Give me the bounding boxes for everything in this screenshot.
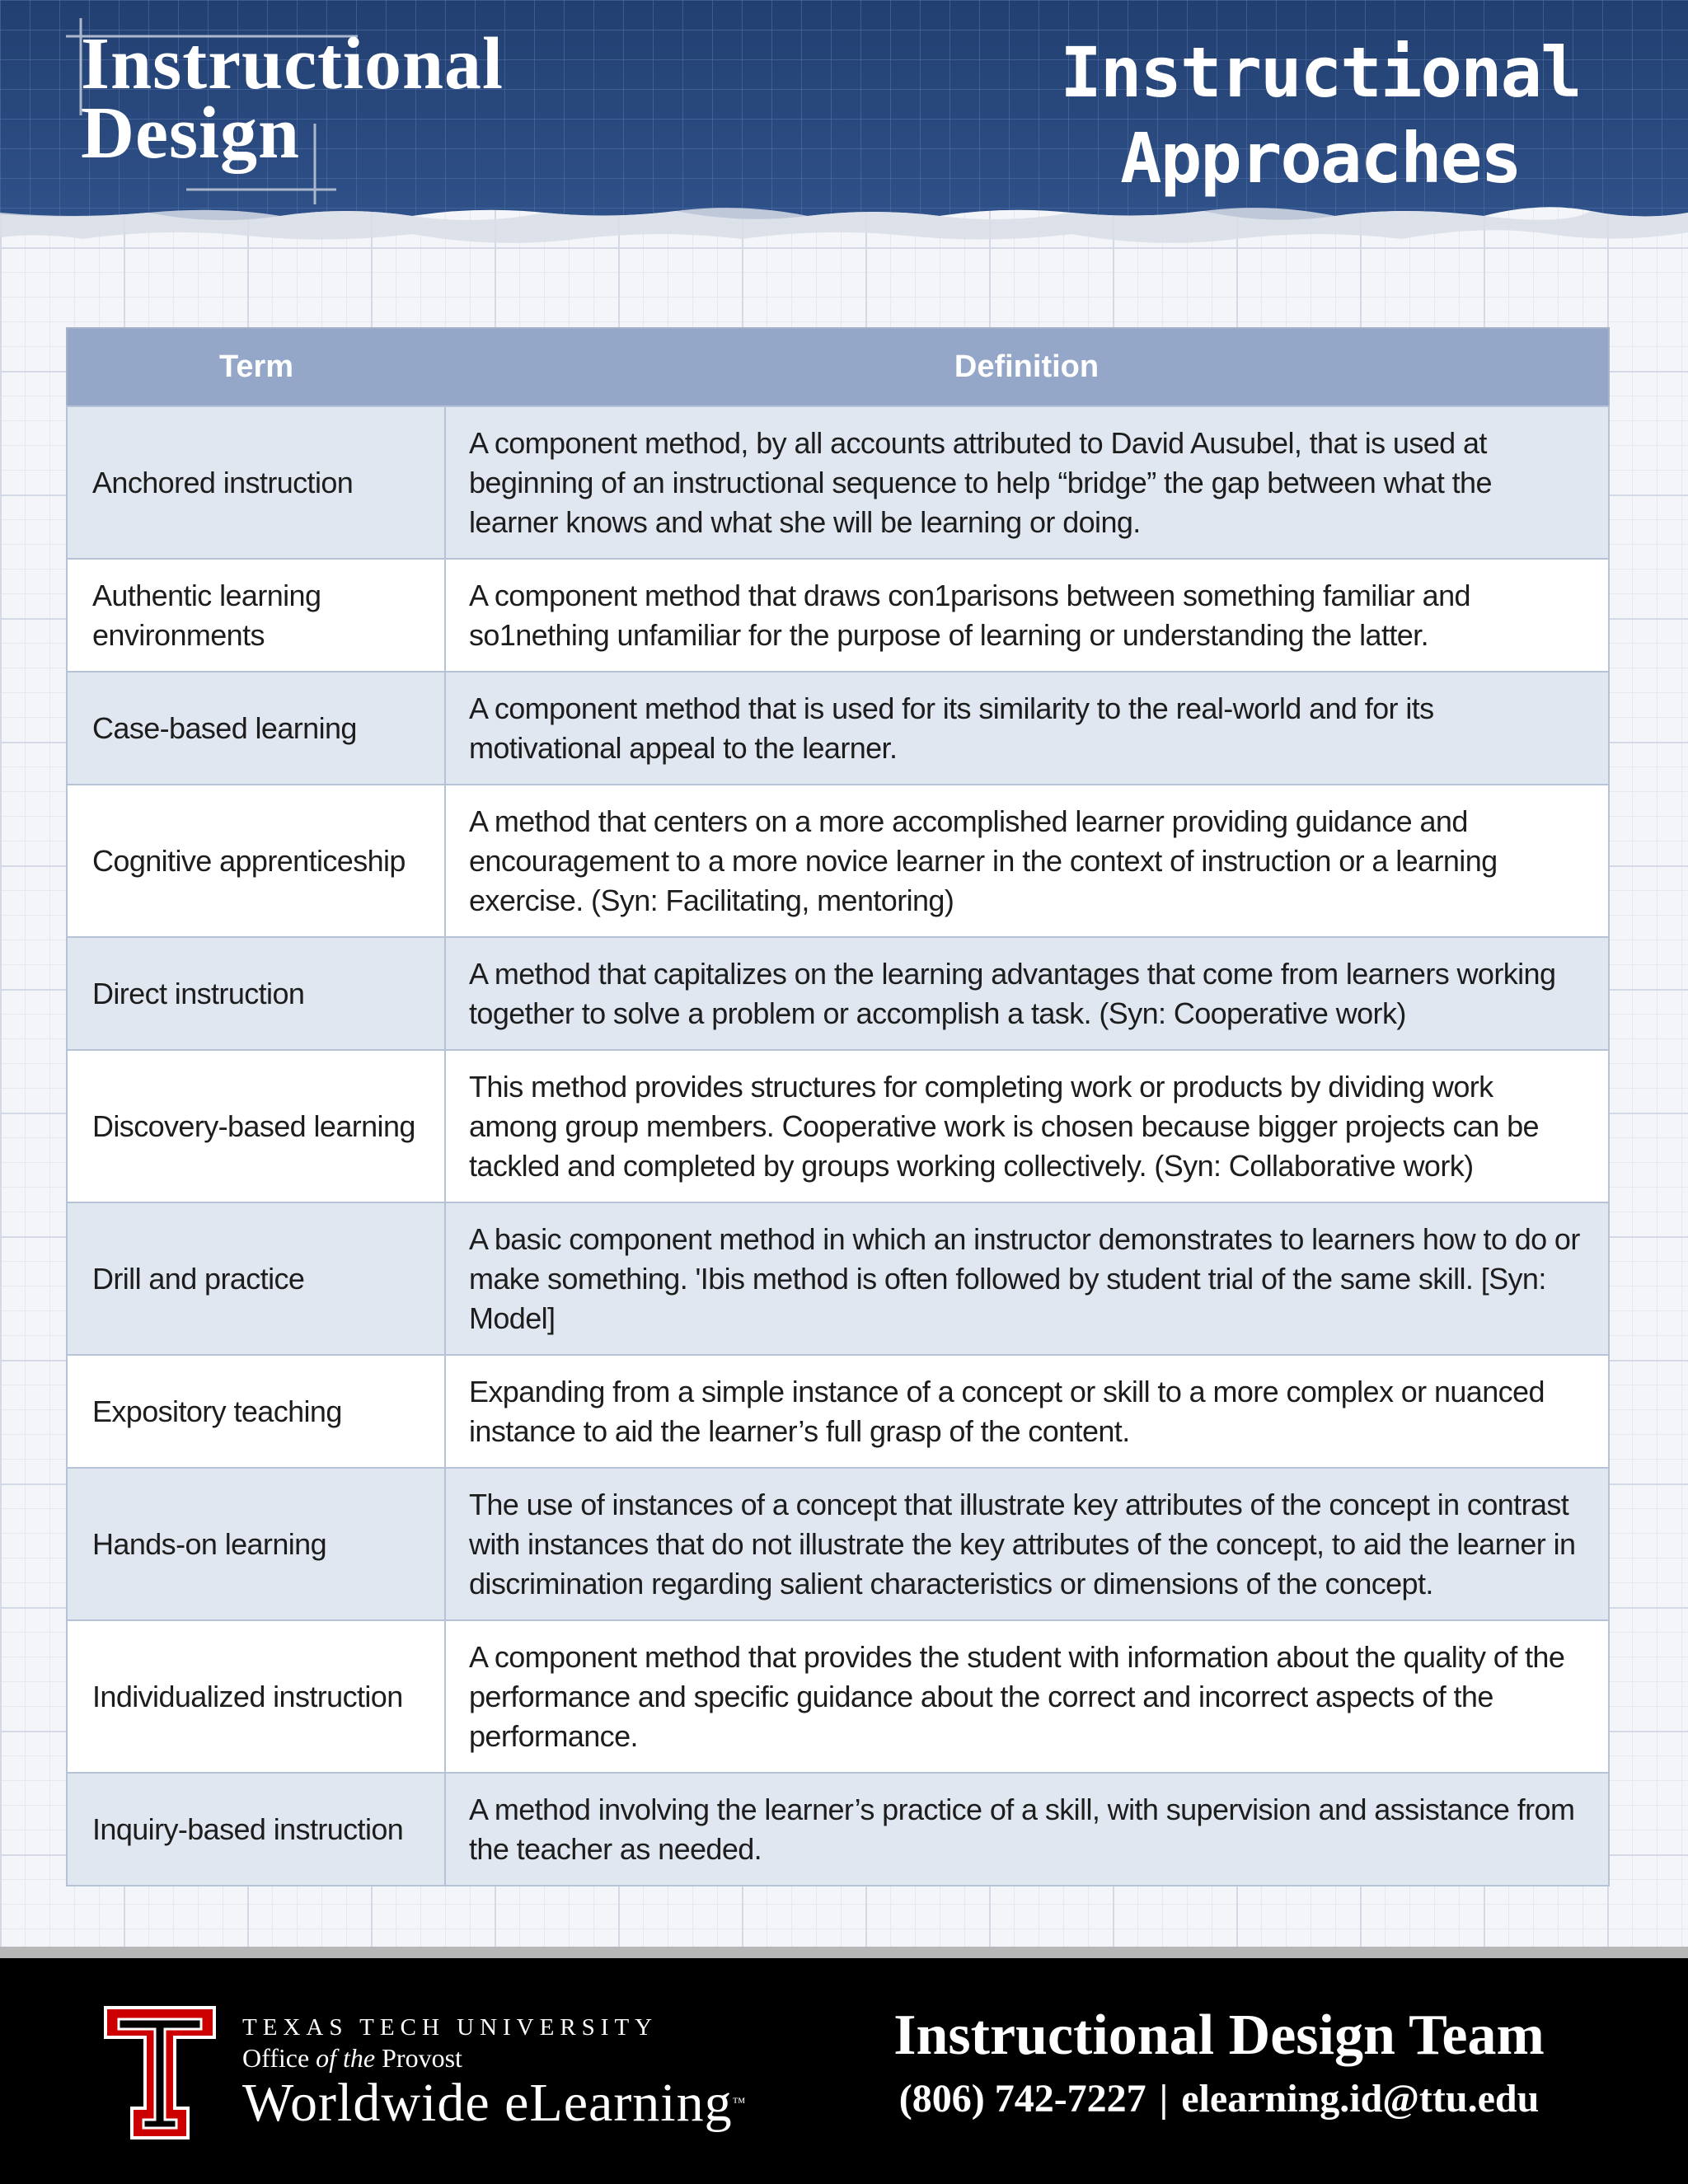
university-name: TEXAS TECH UNIVERSITY (242, 2014, 659, 2041)
table-row (67, 785, 1609, 937)
brand-title (81, 23, 504, 174)
term-cell: Discovery-based learning (67, 1050, 445, 1202)
table-row (67, 559, 1609, 672)
definition-cell: The use of instances of a concept that illustrate key attributes of the concept in contrast with instances that do not illustrate the key attributes of the concept, to aid the learner in discrimination regarding salient characteristics or dimensions of the concept. (445, 1468, 1609, 1620)
definition-cell: A method that centers on a more accomplished learner providing guidance and encouragement to a more novice learner in the context of instruction or a learning exercise. (Syn: Facilitating, mentoring) (445, 785, 1609, 937)
term-cell: Inquiry-based instruction (67, 1773, 445, 1886)
term-cell: Individualized instruction (67, 1620, 445, 1773)
contact-separator: | (1159, 2077, 1169, 2121)
office-name: Office of the Provost (242, 2043, 462, 2073)
definition-cell: A method involving the learner’s practice of a skill, with supervision and assistance from the teacher as needed. (445, 1773, 1609, 1886)
definition-cell: A component method that is used for its similarity to the real-world and for its motivational appeal to the learner. (445, 672, 1609, 785)
team-name: Instructional Design Team (893, 2004, 1545, 2067)
term-cell: Authentic learning environments (67, 559, 445, 672)
brand-title-line2: Design (81, 92, 301, 174)
definition-cell: Expanding from a simple instance of a concept or skill to a more complex or nuanced instance to aid the learner’s full grasp of the content. (445, 1355, 1609, 1468)
definition-cell: A basic component method in which an instructor demonstrates to learners how to do or make something. 'Ibis method is often followed by student trial of the same skill. [Syn: Model] (445, 1202, 1609, 1355)
page-title (1032, 30, 1609, 201)
table-row (67, 1620, 1609, 1773)
definition-cell: This method provides structures for completing work or products by dividing work among group members. Cooperative work is chosen because bigger projects can be tackled and completed by groups working collectively. (Syn: Collaborative work) (445, 1050, 1609, 1202)
term-cell: Case-based learning (67, 672, 445, 785)
column-header-term: Term (67, 328, 445, 406)
table-header-row (67, 328, 1609, 406)
table-row (67, 1202, 1609, 1355)
brand-title-line1: Instructional (81, 23, 504, 105)
email-address[interactable]: elearning.id@ttu.edu (1181, 2077, 1540, 2121)
table-row (67, 1468, 1609, 1620)
footer-divider (0, 1947, 1688, 1958)
double-t-logo-icon (102, 2004, 218, 2141)
phone-number: (806) 742-7227 (898, 2077, 1146, 2121)
footer (0, 1958, 1688, 2184)
table-row (67, 406, 1609, 559)
table-row (67, 937, 1609, 1050)
page-title-line1: Instructional (1060, 32, 1581, 113)
term-cell: Expository teaching (67, 1355, 445, 1468)
term-cell: Anchored instruction (67, 406, 445, 559)
table-row (67, 1050, 1609, 1202)
table-row (67, 672, 1609, 785)
term-cell: Cognitive apprenticeship (67, 785, 445, 937)
table-row (67, 1773, 1609, 1886)
team-contact (869, 2072, 1569, 2126)
column-header-definition: Definition (445, 328, 1609, 406)
page-title-line2: Approaches (1120, 118, 1521, 199)
org-block (242, 2013, 746, 2133)
table-row (67, 1355, 1609, 1468)
definition-cell: A method that capitalizes on the learning advantages that come from learners working together to solve a problem or accomplish a task. (Syn: Cooperative work) (445, 937, 1609, 1050)
term-cell: Drill and practice (67, 1202, 445, 1355)
trademark-mark: ™ (732, 2096, 747, 2110)
header-banner (0, 0, 1688, 247)
team-block (869, 2001, 1569, 2126)
term-cell: Direct instruction (67, 937, 445, 1050)
terms-table (66, 327, 1610, 1886)
definition-cell: A component method that draws con1parisons between something familiar and so1nething unfamiliar for the purpose of learning or understanding the latter. (445, 559, 1609, 672)
definition-cell: A component method, by all accounts attributed to David Ausubel, that is used at beginning of an instructional sequence to help “bridge” the gap between what the learner knows and what she will be learning or doing. (445, 406, 1609, 559)
unit-name: Worldwide eLearning™ (242, 2073, 747, 2133)
definition-cell: A component method that provides the student with information about the quality of the performance and specific guidance about the correct and incorrect aspects of the performance. (445, 1620, 1609, 1773)
term-cell: Hands-on learning (67, 1468, 445, 1620)
